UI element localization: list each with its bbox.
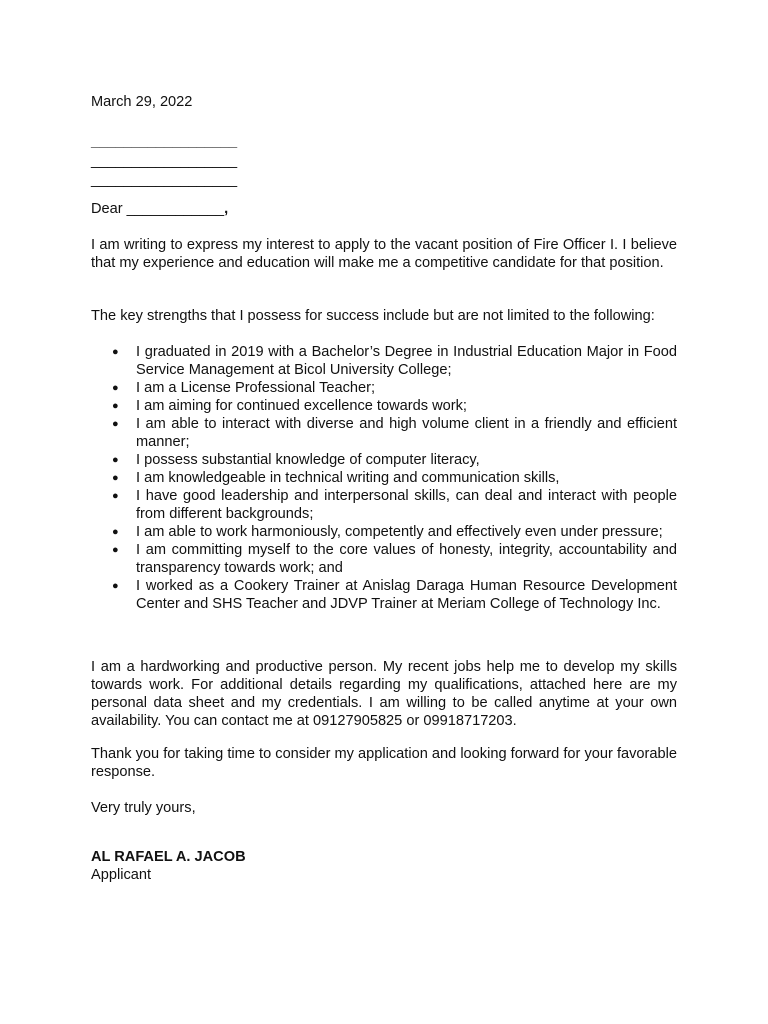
list-item-text: I am able to work harmoniously, competently and effectively even under pressure; <box>136 524 663 540</box>
list-item-text: I am a License Professional Teacher; <box>136 380 376 396</box>
list-item <box>91 577 677 613</box>
paragraph-thanks: Thank you for taking time to consider my application and looking forward for your favorable response. <box>91 746 677 780</box>
list-item <box>91 541 677 577</box>
bullet-icon: ● <box>112 472 119 484</box>
recipient-address-block <box>91 133 677 190</box>
list-item <box>91 379 677 397</box>
complimentary-closing: Very truly yours, <box>91 800 196 816</box>
bullet-icon: ● <box>112 454 119 466</box>
list-item <box>91 523 677 541</box>
paragraph-details: I am a hardworking and productive person. My recent jobs help me to develop my skills towards work. For additional details regarding my qualifications, attached here are my personal data sheet and my credentials. I am willing to be called anytime at your own availability. You can contact me at 09127905825 or 09918717203. <box>91 659 677 729</box>
recipient-line-3: __________________ <box>91 172 238 188</box>
bullet-icon: ● <box>112 382 119 394</box>
paragraph-strengths-intro: The key strengths that I possess for success include but are not limited to the following: <box>91 308 655 324</box>
list-item-text: I have good leadership and interpersonal skills, can deal and interact with people from different backgrounds; <box>136 488 677 522</box>
salutation <box>91 200 677 218</box>
recipient-line-2: __________________ <box>91 153 238 169</box>
strengths-list <box>91 343 677 613</box>
letter-date: March 29, 2022 <box>91 94 193 110</box>
signatory-title: Applicant <box>91 867 152 883</box>
bullet-icon: ● <box>112 400 119 412</box>
list-item <box>91 397 677 415</box>
salutation-text: Dear ____________ <box>91 201 225 217</box>
list-item-text: I am able to interact with diverse and high volume client in a friendly and efficient manner; <box>136 416 677 450</box>
list-item-text: I am committing myself to the core values of honesty, integrity, accountability and transparency towards work; and <box>136 542 677 576</box>
list-item <box>91 415 677 451</box>
bullet-icon: ● <box>112 544 119 556</box>
list-item <box>91 487 677 523</box>
bullet-icon: ● <box>112 346 119 358</box>
list-item <box>91 343 677 379</box>
bullet-icon: ● <box>112 490 119 502</box>
list-item <box>91 451 677 469</box>
list-item-text: I possess substantial knowledge of computer literacy, <box>136 452 480 468</box>
bullet-icon: ● <box>112 526 119 538</box>
signatory-name: AL RAFAEL A. JACOB <box>91 849 246 865</box>
list-item-text: I graduated in 2019 with a Bachelor’s Degree in Industrial Education Major in Food Service Management at Bicol University College; <box>136 344 677 378</box>
list-item-text: I am aiming for continued excellence towards work; <box>136 398 467 414</box>
salutation-comma: , <box>224 201 229 217</box>
bullet-icon: ● <box>112 418 119 430</box>
list-item <box>91 469 677 487</box>
paragraph-intro: I am writing to express my interest to apply to the vacant position of Fire Officer I. I believe that my experience and education will make me a competitive candidate for that position. <box>91 237 677 271</box>
bullet-icon: ● <box>112 580 119 592</box>
list-item-text: I worked as a Cookery Trainer at Anislag Daraga Human Resource Development Center and SHS Teacher and JDVP Trainer at Meriam College of Technology Inc. <box>136 578 677 612</box>
list-item-text: I am knowledgeable in technical writing and communication skills, <box>136 470 560 486</box>
recipient-line-1: __________________ <box>91 134 238 150</box>
